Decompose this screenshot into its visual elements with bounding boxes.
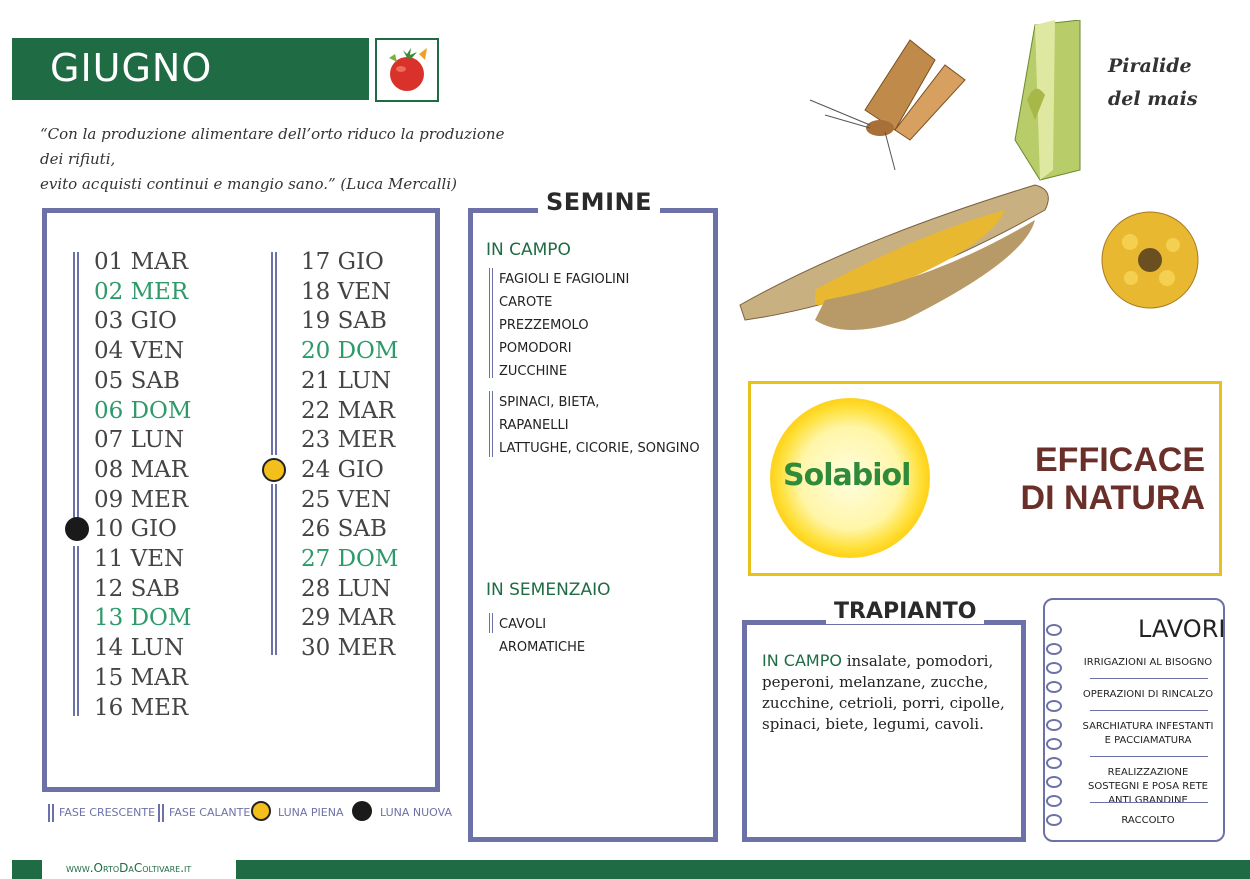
crop-group-bar bbox=[489, 268, 493, 378]
lavori-divider bbox=[1090, 678, 1208, 679]
crop-item: AROMATICHE bbox=[499, 640, 586, 655]
ring-icon bbox=[1046, 776, 1062, 788]
semine-in-campo-group2 bbox=[499, 391, 700, 460]
full-moon-marker bbox=[262, 458, 286, 482]
crop-item: POMODORI bbox=[499, 341, 572, 356]
calendar-day: 14 LUN bbox=[94, 635, 185, 661]
calendar-day: 10 GIO bbox=[94, 516, 177, 542]
lavori-item: RACCOLTO bbox=[1121, 815, 1175, 826]
ad-slogan-line-2: DI NATURA bbox=[1020, 479, 1205, 517]
crop-group-bar bbox=[489, 613, 493, 633]
lavori-item: IRRIGAZIONI AL BISOGNO bbox=[1083, 657, 1213, 668]
quote-line-1: “Con la produzione alimentare dell’orto riduco la produzione dei rifiuti, bbox=[40, 125, 505, 168]
ring-icon bbox=[1046, 757, 1062, 769]
ad-slogan-line-1: EFFICACE bbox=[1035, 441, 1205, 479]
legend-full-moon: LUNA PIENA bbox=[278, 806, 344, 819]
footer-bar-left bbox=[12, 860, 42, 879]
calendar-day: 09 MER bbox=[94, 487, 189, 513]
tomato-icon bbox=[377, 40, 437, 100]
semine-in-campo-heading: IN CAMPO bbox=[486, 240, 571, 260]
crop-group-bar bbox=[489, 391, 493, 457]
waxing-legend-icon bbox=[48, 804, 54, 822]
waxing-phase-bar bbox=[73, 546, 79, 716]
lavori-item: SARCHIATURA INFESTANTI E PACCIAMATURA bbox=[1082, 721, 1214, 746]
lavori-divider bbox=[1090, 802, 1208, 803]
lavori-divider bbox=[1090, 710, 1208, 711]
crop-item: PREZZEMOLO bbox=[499, 318, 589, 333]
calendar-day: 23 MER bbox=[301, 427, 396, 453]
calendar-day: 30 MER bbox=[301, 635, 396, 661]
calendar-day: 20 DOM bbox=[301, 338, 399, 364]
ring-icon bbox=[1046, 681, 1062, 693]
calendar-day: 17 GIO bbox=[301, 249, 384, 275]
calendar-day: 01 MAR bbox=[94, 249, 189, 275]
calendar-day: 11 VEN bbox=[94, 546, 185, 572]
quote bbox=[40, 122, 510, 197]
calendar-day: 21 LUN bbox=[301, 368, 392, 394]
calendar-day: 06 DOM bbox=[94, 398, 192, 424]
ring-icon bbox=[1046, 662, 1062, 674]
semine-in-campo-group1 bbox=[499, 268, 629, 383]
lavori-title: LAVORI bbox=[1138, 615, 1226, 643]
calendar-day: 15 MAR bbox=[94, 665, 189, 691]
calendar-day: 13 DOM bbox=[94, 605, 192, 631]
crop-item: CAROTE bbox=[499, 295, 553, 310]
calendar-day: 03 GIO bbox=[94, 308, 177, 334]
calendar-day: 07 LUN bbox=[94, 427, 185, 453]
calendar-day: 08 MAR bbox=[94, 457, 189, 483]
solabiol-logo: Solabiol bbox=[783, 458, 911, 493]
calendar-day: 18 VEN bbox=[301, 279, 392, 305]
waning-phase-bar bbox=[271, 484, 277, 655]
waning-phase-bar bbox=[73, 252, 79, 523]
semine-title: SEMINE bbox=[538, 188, 660, 216]
calendar-day: 27 DOM bbox=[301, 546, 399, 572]
trapianto-body: insalate, pomodori, peperoni, melanzane, zucche, zucchine, cetrioli, porri, cipolle, spinaci, biete, legumi, cavoli. bbox=[762, 652, 1005, 733]
pest-label-line-1: Piralide bbox=[1108, 55, 1192, 77]
ring-icon bbox=[1046, 738, 1062, 750]
trapianto-text bbox=[762, 650, 1012, 735]
trapianto-title: TRAPIANTO bbox=[826, 599, 984, 624]
crop-item: LATTUGHE, CICORIE, SONGINO bbox=[499, 441, 700, 456]
tomato-logo bbox=[375, 38, 439, 102]
calendar-day: 24 GIO bbox=[301, 457, 384, 483]
ring-icon bbox=[1046, 719, 1062, 731]
new-moon-marker bbox=[65, 517, 89, 541]
month-title: GIUGNO bbox=[50, 46, 213, 90]
new-moon-legend-icon bbox=[352, 801, 372, 821]
calendar-day: 02 MER bbox=[94, 279, 189, 305]
footer-bar-right bbox=[236, 860, 1250, 879]
full-moon-legend-icon bbox=[251, 801, 271, 821]
pest-label-line-2: del mais bbox=[1108, 88, 1198, 110]
corn-stalk-icon bbox=[1015, 20, 1080, 180]
footer-url[interactable]: www.OrtoDaColtivare.it bbox=[66, 861, 192, 875]
ring-icon bbox=[1046, 624, 1062, 636]
ring-icon bbox=[1046, 814, 1062, 826]
calendar-day: 16 MER bbox=[94, 695, 189, 721]
trapianto-heading: IN CAMPO bbox=[762, 651, 842, 670]
calendar-day: 04 VEN bbox=[94, 338, 185, 364]
moth-icon bbox=[810, 40, 965, 170]
calendar-day: 25 VEN bbox=[301, 487, 392, 513]
quote-line-2: evito acquisti continui e mangio sano.” (Luca Mercalli) bbox=[40, 175, 457, 193]
waning-legend-icon bbox=[158, 804, 164, 822]
calendar-day: 22 MAR bbox=[301, 398, 396, 424]
crop-item: ZUCCHINE bbox=[499, 364, 568, 379]
corn-cob-icon bbox=[740, 185, 1048, 330]
calendar-day: 19 SAB bbox=[301, 308, 387, 334]
lavori-item: REALIZZAZIONE SOSTEGNI E POSA RETE ANTI GRANDINE bbox=[1088, 767, 1208, 806]
calendar-day: 12 SAB bbox=[94, 576, 180, 602]
legend-waning: FASE CALANTE bbox=[169, 806, 251, 819]
crop-item: CAVOLI bbox=[499, 617, 547, 632]
waxing-phase-bar bbox=[271, 252, 277, 455]
pest-label bbox=[1108, 50, 1198, 116]
ring-icon bbox=[1046, 700, 1062, 712]
ring-icon bbox=[1046, 643, 1062, 655]
legend-new-moon: LUNA NUOVA bbox=[380, 806, 452, 819]
lavori-divider bbox=[1090, 756, 1208, 757]
calendar-day: 28 LUN bbox=[301, 576, 392, 602]
calendar-day: 29 MAR bbox=[301, 605, 396, 631]
crop-item: SPINACI, BIETA, bbox=[499, 395, 600, 410]
ring-icon bbox=[1046, 795, 1062, 807]
lavori-item: OPERAZIONI DI RINCALZO bbox=[1082, 689, 1214, 700]
legend-waxing: FASE CRESCENTE bbox=[59, 806, 156, 819]
semine-in-semenzaio-items bbox=[499, 613, 585, 659]
calendar-day: 26 SAB bbox=[301, 516, 387, 542]
semine-in-semenzaio-heading: IN SEMENZAIO bbox=[486, 580, 611, 600]
crop-item: FAGIOLI E FAGIOLINI bbox=[499, 272, 630, 287]
calendar-day: 05 SAB bbox=[94, 368, 180, 394]
crop-item: RAPANELLI bbox=[499, 418, 569, 433]
corn-section-icon bbox=[1102, 212, 1198, 308]
